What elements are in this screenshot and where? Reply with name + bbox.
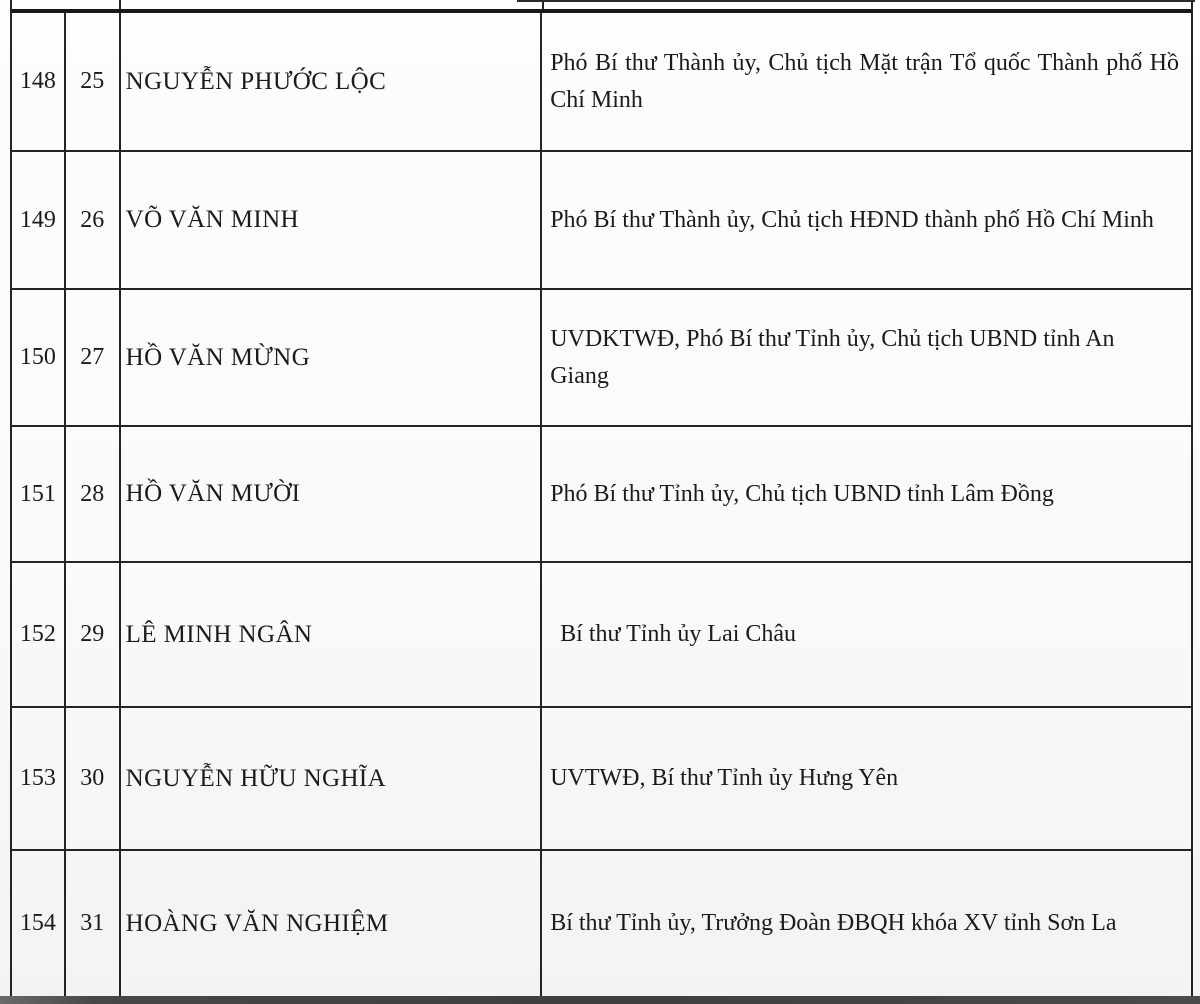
page-edge-shadow: [0, 996, 1200, 1004]
table-row: [12, 851, 1191, 996]
cell-person-name: [121, 708, 543, 849]
order-number: 29: [80, 621, 105, 647]
table-row: [12, 152, 1191, 290]
order-number: 27: [80, 344, 105, 370]
table-row: [12, 708, 1191, 851]
cell-sequence-number: [12, 290, 66, 425]
cell-position-title: [542, 708, 1191, 849]
sequence-number: 150: [19, 344, 56, 370]
position-title: Bí thư Tỉnh ủy Lai Châu: [560, 621, 797, 647]
sequence-number: 151: [19, 480, 56, 507]
cell-sequence-number: [12, 708, 66, 849]
personnel-table: [10, 0, 1193, 996]
sequence-number: 149: [19, 206, 56, 233]
person-name: HỒ VĂN MỪNG: [125, 343, 311, 371]
position-title: UVTWĐ, Bí thư Tỉnh ủy Hưng Yên: [550, 765, 899, 791]
cell-order-number: [66, 13, 121, 150]
cell-order-number: [66, 290, 121, 425]
cell-person-name: [121, 427, 543, 561]
cell-position-title: [542, 290, 1191, 425]
table-row: [12, 13, 1191, 152]
cell-sequence-number: [12, 13, 66, 150]
cell-position-title: [542, 152, 1191, 288]
cell-position-title: [542, 13, 1191, 150]
cell-order-number: [66, 152, 121, 288]
cell-person-name: [121, 563, 543, 706]
position-title: Phó Bí thư Thành ủy, Chủ tịch Mặt trận Tổ quốc Thành phố Hồ Chí Minh: [550, 49, 1179, 113]
cell-person-name: [121, 13, 543, 150]
person-name: VÕ VĂN MINH: [125, 206, 300, 233]
position-title: UVDKTWĐ, Phó Bí thư Tỉnh ủy, Chủ tịch UBND tỉnh An Giang: [550, 325, 1115, 389]
sequence-number: 154: [19, 910, 56, 936]
cell-person-name: [121, 152, 543, 288]
sequence-number: 148: [19, 68, 56, 94]
position-title: Phó Bí thư Thành ủy, Chủ tịch HĐND thành phố Hồ Chí Minh: [550, 206, 1154, 233]
order-number: 25: [80, 68, 105, 94]
cell-order-number: [66, 563, 121, 706]
person-name: NGUYỄN HỮU NGHĨA: [125, 764, 387, 792]
cell-sequence-number: [12, 851, 66, 996]
cell-person-name: [121, 851, 543, 996]
table-row: [12, 290, 1191, 427]
table-top-partial-row: [12, 0, 1191, 13]
cell-position-title: [542, 563, 1191, 706]
person-name: HỒ VĂN MƯỜI: [125, 480, 301, 507]
order-number: 30: [80, 765, 105, 791]
table-row: [12, 427, 1191, 563]
column-divider: [119, 0, 121, 9]
cell-sequence-number: [12, 152, 66, 288]
cell-position-title: [542, 427, 1191, 561]
person-name: NGUYỄN PHƯỚC LỘC: [125, 67, 387, 95]
cell-position-title: [542, 851, 1191, 996]
sequence-number: 153: [19, 765, 56, 791]
position-title: Phó Bí thư Tỉnh ủy, Chủ tịch UBND tỉnh Lâm Đồng: [550, 480, 1054, 507]
position-title: Bí thư Tỉnh ủy, Trưởng Đoàn ĐBQH khóa XV tỉnh Sơn La: [550, 910, 1117, 936]
person-name: HOÀNG VĂN NGHIỆM: [125, 909, 389, 937]
cell-order-number: [66, 708, 121, 849]
sequence-number: 152: [19, 621, 56, 647]
order-number: 31: [80, 910, 105, 936]
row-divider-fragment: [517, 0, 1195, 2]
order-number: 28: [80, 480, 105, 507]
cell-sequence-number: [12, 563, 66, 706]
cell-person-name: [121, 290, 543, 425]
table-row: [12, 563, 1191, 708]
cell-order-number: [66, 427, 121, 561]
cell-order-number: [66, 851, 121, 996]
person-name: LÊ MINH NGÂN: [125, 620, 313, 648]
cell-sequence-number: [12, 427, 66, 561]
order-number: 26: [80, 206, 105, 233]
